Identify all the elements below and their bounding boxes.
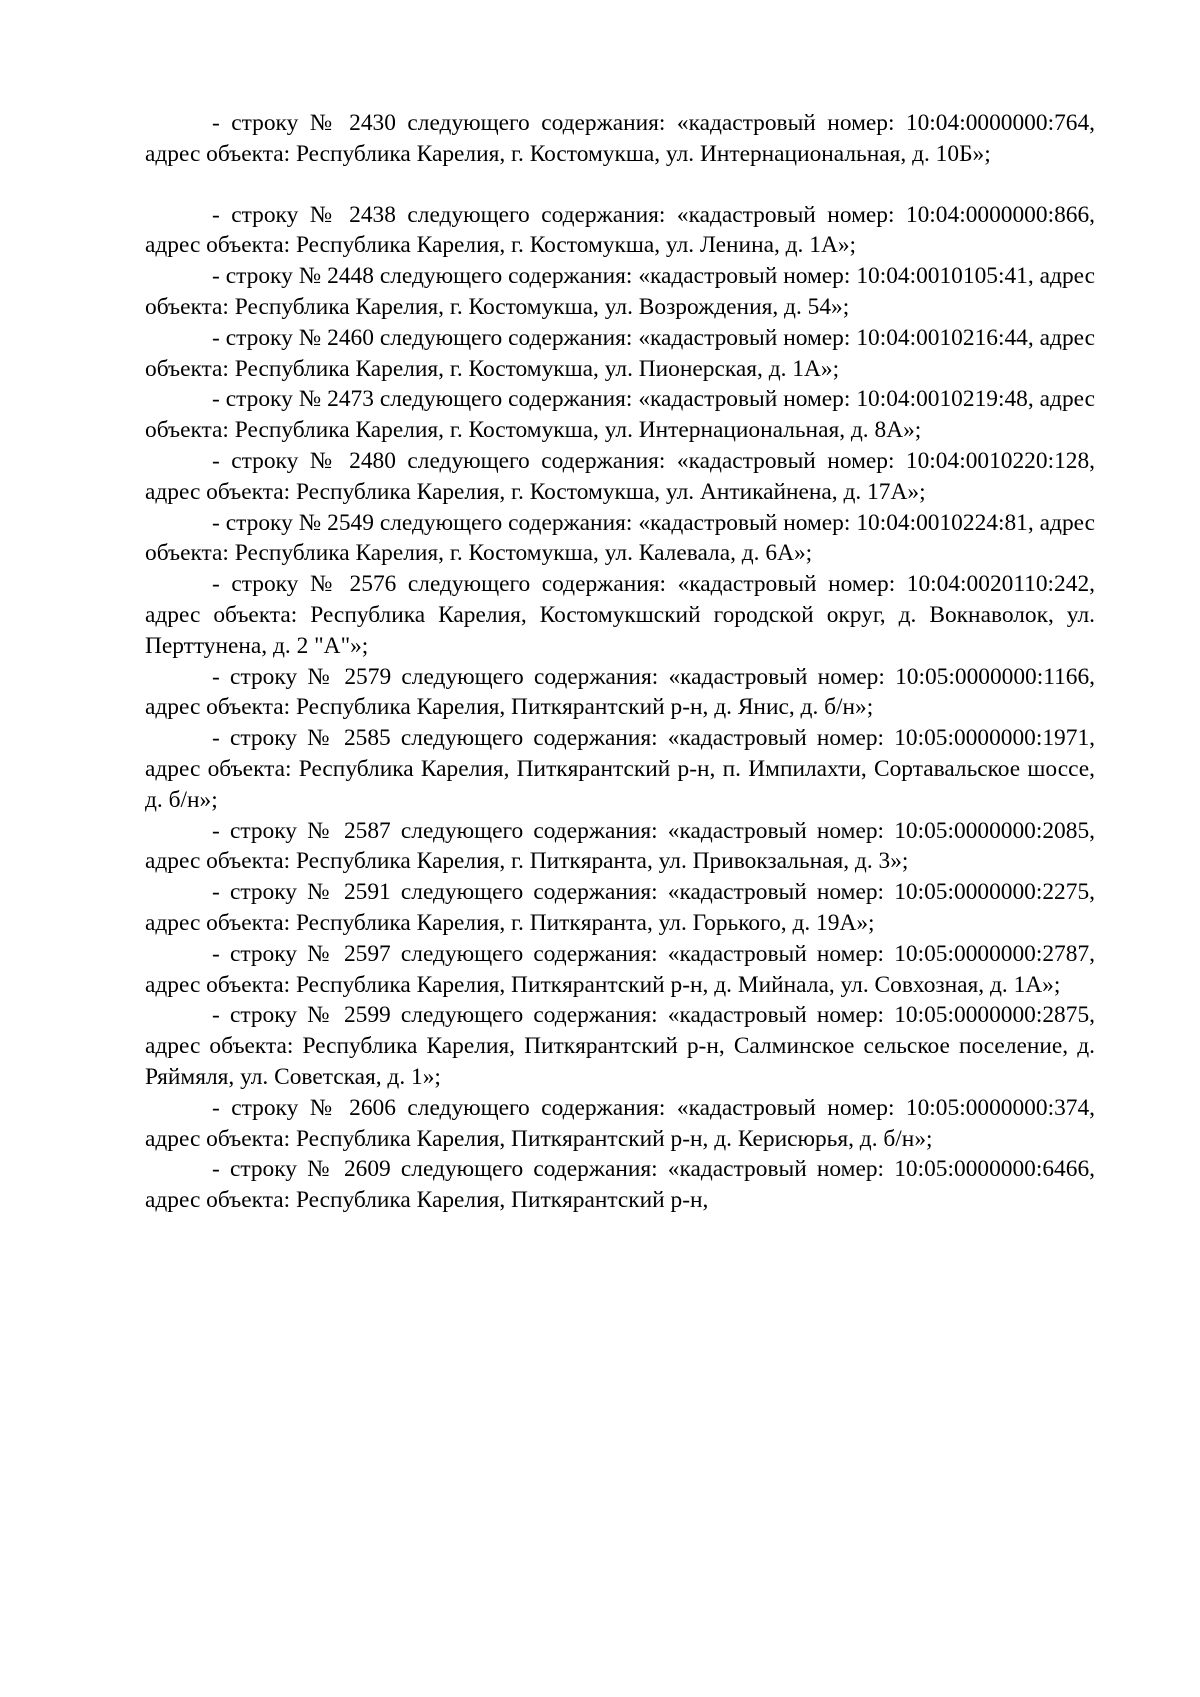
entry-2473: - строку № 2473 следующего содержания: «кадастровый номер: 10:04:0010219:48, адрес объекта: Республика Карелия, г. Костомукша, ул. Интернациональная, д. 8А»;: [145, 386, 1095, 444]
entry-2448: - строку № 2448 следующего содержания: «кадастровый номер: 10:04:0010105:41, адрес объекта: Республика Карелия, г. Костомукша, ул. Возрождения, д. 54»;: [145, 263, 1095, 320]
entry-2585: - строку № 2585 следующего содержания: «кадастровый номер: 10:05:0000000:1971, адрес объекта: Республика Карелия, Питкярантский р-н, п. Импилахти, Сортавальское шоссе, д. б/н»;: [145, 725, 1095, 813]
entry-2438: - строку № 2438 следующего содержания: «кадастровый номер: 10:04:0000000:866, адрес объекта: Республика Карелия, г. Костомукша, ул. Ленина, д. 1А»;: [145, 201, 1095, 259]
entry-2430: - строку № 2430 следующего содержания: «кадастровый номер: 10:04:0000000:764, адрес объекта: Республика Карелия, г. Костомукша, ул. Интернациональная, д. 10Б»;: [145, 110, 1095, 167]
entry-2609: - строку № 2609 следующего содержания: «кадастровый номер: 10:05:0000000:6466, адрес объекта: Республика Карелия, Питкярантский р-н,: [145, 1156, 1095, 1214]
entry-2480: - строку № 2480 следующего содержания: «кадастровый номер: 10:04:0010220:128, адрес объекта: Республика Карелия, г. Костомукша, ул. Антикайнена, д. 17А»;: [145, 447, 1095, 505]
entry-2597: - строку № 2597 следующего содержания: «кадастровый номер: 10:05:0000000:2787, адрес объекта: Республика Карелия, Питкярантский р-н, д. Мийнала, ул. Совхозная, д. 1А»;: [145, 940, 1095, 998]
entry-2587: - строку № 2587 следующего содержания: «кадастровый номер: 10:05:0000000:2085, адрес объекта: Республика Карелия, г. Питкяранта, ул. Привокзальная, д. 3»;: [145, 817, 1095, 875]
entry-2591: - строку № 2591 следующего содержания: «кадастровый номер: 10:05:0000000:2275, адрес объекта: Республика Карелия, г. Питкяранта, ул. Горького, д. 19А»;: [145, 879, 1095, 936]
entry-2579: - строку № 2579 следующего содержания: «кадастровый номер: 10:05:0000000:1166, адрес объекта: Республика Карелия, Питкярантский р-н, д. Янис, д. б/н»;: [145, 663, 1095, 721]
entry-2599: - строку № 2599 следующего содержания: «кадастровый номер: 10:05:0000000:2875, адрес объекта: Республика Карелия, Питкярантский р-н, Салминское сельское поселение, д. Ряймяля, ул. Советская, д. 1»;: [145, 1002, 1095, 1090]
entry-2576: - строку № 2576 следующего содержания: «кадастровый номер: 10:04:0020110:242, адрес объекта: Республика Карелия, Костомукшский городской округ, д. Вокнаволок, ул. Перттунена, д. 2 "А"»;: [145, 571, 1095, 659]
entry-2549: - строку № 2549 следующего содержания: «кадастровый номер: 10:04:0010224:81, адрес объекта: Республика Карелия, г. Костомукша, ул. Калевала, д. 6А»;: [145, 509, 1095, 567]
entry-2460: - строку № 2460 следующего содержания: «кадастровый номер: 10:04:0010216:44, адрес объекта: Республика Карелия, г. Костомукша, ул. Пионерская, д. 1А»;: [145, 324, 1095, 382]
entry-2606: - строку № 2606 следующего содержания: «кадастровый номер: 10:05:0000000:374, адрес объекта: Республика Карелия, Питкярантский р-н, д. Керисюрья, д. б/н»;: [145, 1094, 1095, 1152]
